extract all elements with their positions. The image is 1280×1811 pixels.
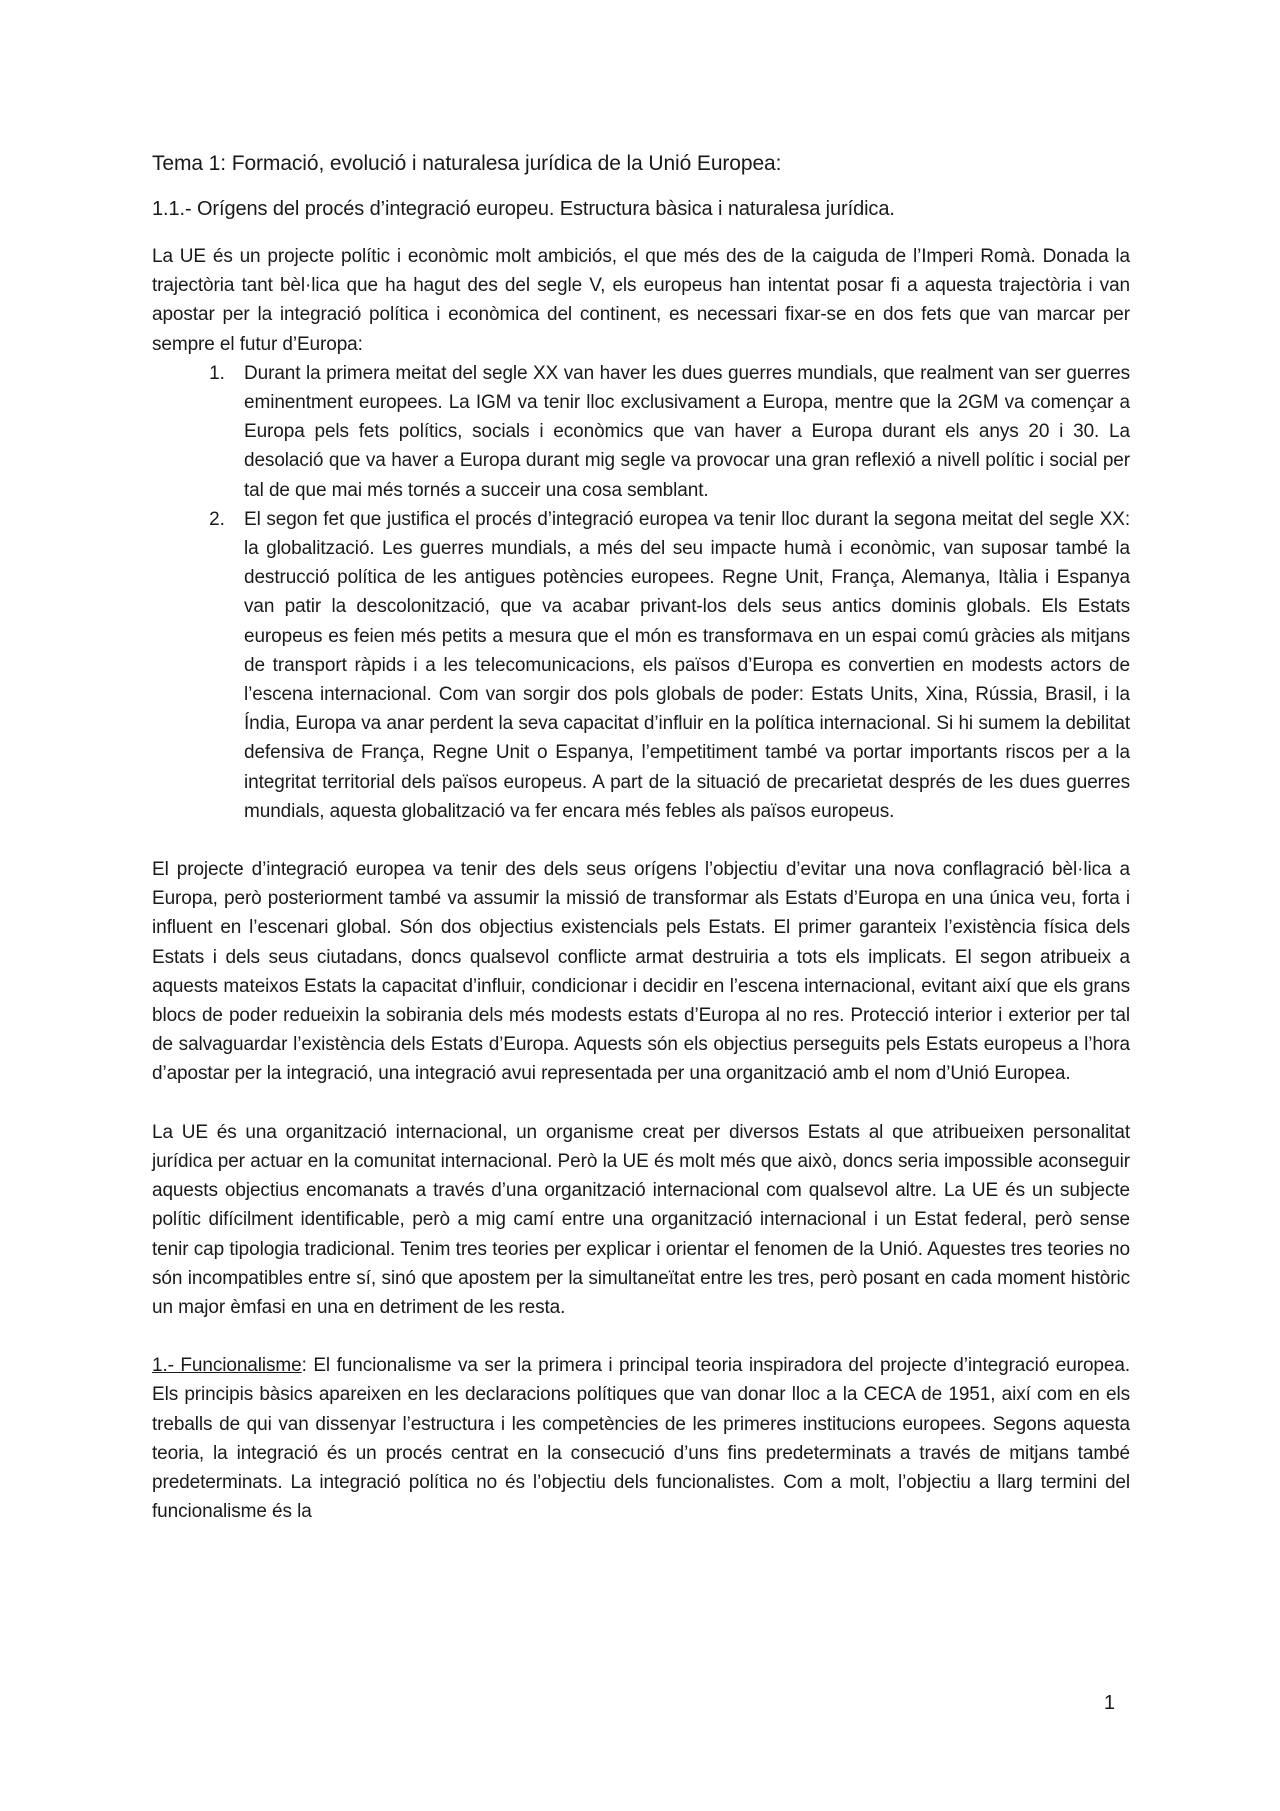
page-number: 1 <box>1103 1692 1115 1714</box>
facts-list <box>152 359 1130 826</box>
functionalism-text: : El funcionalisme va ser la primera i principal teoria inspiradora del projecte d’integració europea. Els principis bàsics apareixen en les declaracions polítiques que van donar lloc a la CECA de 1951, així com en els treballs de qui van dissenyar l’estructura i les competències de les primeres institucions europees. Segons aquesta teoria, la integració és un procés centrat en la consecució d’uns fins predeterminats a través de mitjans també predeterminats. La integració política no és l’objectiu dels funcionalistes. Com a molt, l’objectiu a llarg termini del funcionalisme és la <box>152 1355 1131 1523</box>
intro-paragraph: La UE és un projecte polític i econòmic molt ambiciós, el que més des de la caiguda de l’Imperi Romà. Donada la trajectòria tant bèl·lica que ha hagut des del segle V, els europeus han intentat posar fi a aquesta trajectòria i van apostar per la integració política i econòmica del continent, es necessari fixar-se en dos fets que van marcar per sempre el futur d’Europa: <box>152 246 1130 355</box>
body-paragraph: La UE és una organització internacional, un organisme creat per diversos Estats al que atribueixen personalitat jurídica per actuar en la comunitat internacional. Però la UE és molt més que això, doncs seria impossible aconseguir aquests objectius encomanats a través d’una organització internacional com qualsevol altre. La UE és un subjecte polític difícilment identificable, però a mig camí entre una organització internacional i un Estat federal, però sense tenir cap tipologia tradicional. Tenim tres teories per explicar i orientar el fenomen de la Unió. Aquestes tres teories no són incompatibles entre sí, sinó que apostem per la simultaneïtat entre les tres, però posant en cada moment històric un major èmfasi en una en detriment de les resta. <box>152 1121 1130 1318</box>
body-paragraph: El projecte d’integració europea va tenir des dels seus orígens l’objectiu d’evitar una nova conflagració bèl·lica a Europa, però posteriorment també va assumir la missió de transformar als Estats d’Europa en una única veu, forta i influent en l’escenari global. Són dos objectius existencials pels Estats. El primer garanteix l’existència física dels Estats i dels seus ciutadans, doncs qualsevol conflicte armat destruiria a tots els implicats. El segon atribueix a aquests mateixos Estats la capacitat d’influir, condicionar i decidir en l’escena internacional, evitant així que els grans blocs de poder redueixin la sobirania dels més modests estats d’Europa al no res. Protecció interior i exterior per tal de salvaguardar l’existència dels Estats d’Europa. Aquests són els objectius perseguits pels Estats europeus a l’hora d’apostar per la integració, una integració avui representada per una organització amb el nom d’Unió Europea. <box>152 859 1130 1085</box>
list-item: 1. Durant la primera meitat del segle XX van haver les dues guerres mundials, que realment van ser guerres eminentment europees. La IGM va tenir lloc exclusivament a Europa, mentre que la 2GM va començar a Europa pels fets polítics, socials i econòmics que van haver a Europa durant els anys 20 i 30. La desolació que va haver a Europa durant mig segle va provocar una gran reflexió a nivell polític i social per tal de que mai més tornés a succeir una cosa semblant. <box>230 359 1130 505</box>
list-item: 2. El segon fet que justifica el procés d’integració europea va tenir lloc durant la segona meitat del segle XX: la globalització. Les guerres mundials, a més del seu impacte humà i econòmic, van suposar també la destrucció política de les antigues potències europees. Regne Unit, França, Alemanya, Itàlia i Espanya van patir la descolonització, que va acabar privant-los dels seus antics dominis globals. Els Estats europeus es feien més petits a mesura que el món es transformava en un espai comú gràcies als mitjans de transport ràpids i a les telecomunicacions, els països d’Europa es convertien en modests actors de l’escena internacional. Com van sorgir dos pols globals de poder: Estats Units, Xina, Rússia, Brasil, i la Índia, Europa va anar perdent la seva capacitat d’influir en la política internacional. Si hi sumem la debilitat defensiva de França, Regne Unit o Espanya, l’empetitiment també va portar importants riscos per a la integritat territorial dels països europeus. A part de la situació de precarietat després de les dues guerres mundials, aquesta globalització va fer encara més febles als països europeus. <box>230 505 1130 826</box>
page-content <box>152 148 1130 1555</box>
section-title: 1.1.- Orígens del procés d’integració europeu. Estructura bàsica i naturalesa jurídica. <box>152 198 895 220</box>
functionalism-paragraph <box>152 1351 1130 1526</box>
functionalism-heading: 1.- Funcionalisme <box>152 1355 302 1377</box>
document-title: Tema 1: Formació, evolució i naturalesa jurídica de la Unió Europea: <box>152 152 782 175</box>
